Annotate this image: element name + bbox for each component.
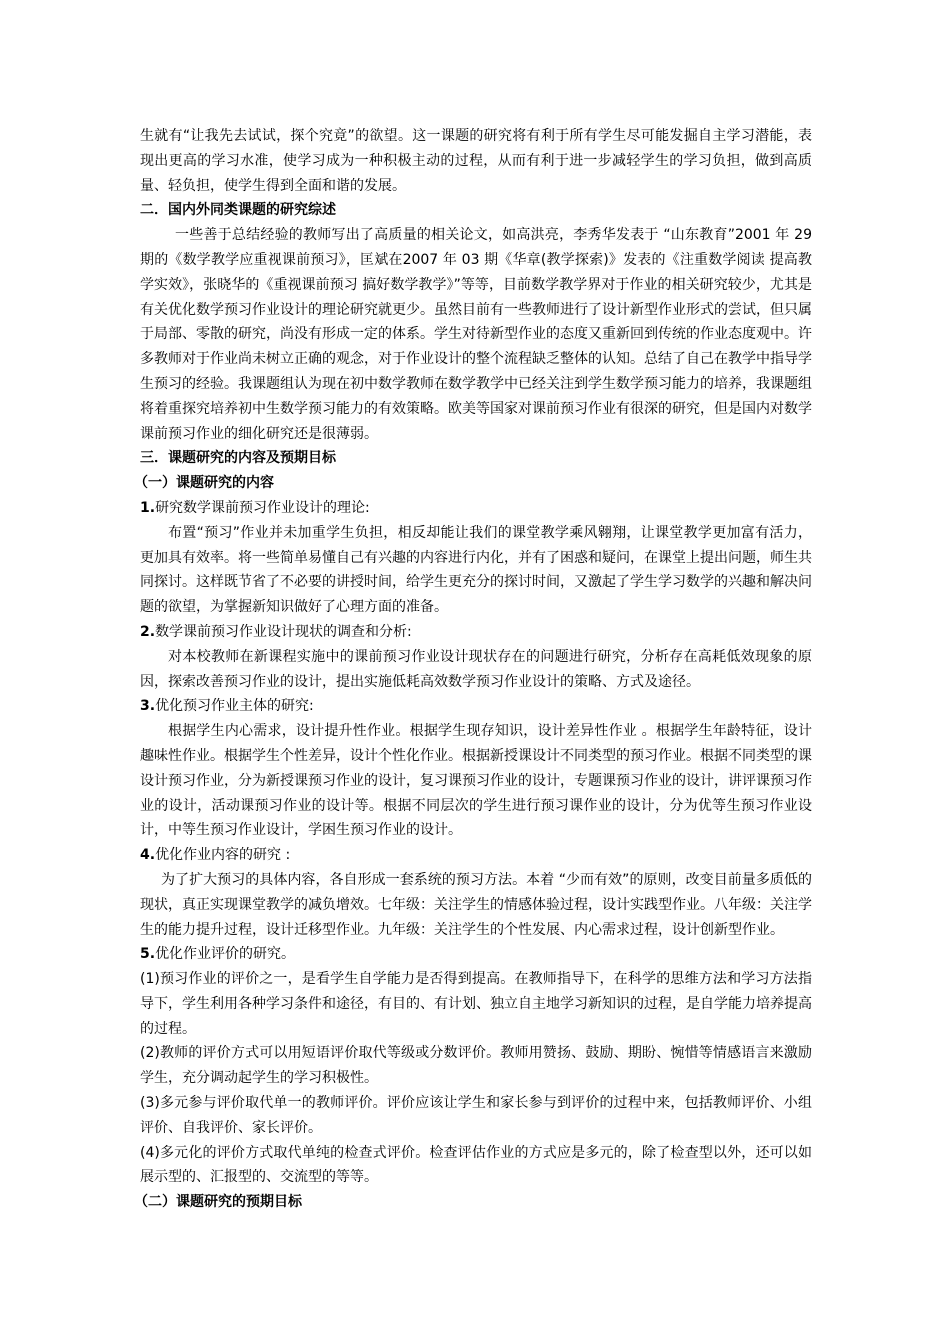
item-3-title (140, 694, 812, 719)
item-3-body: 根据学生内心需求，设计提升性作业。根据学生现存知识，设计差异性作业 。根据学生年龄特征，设计趣味性作业。根据学生个性差异，设计个性化作业。根据新授课设计不同类型的预习作业。根据不同类型的课设计预习作业，分为新授课预习作业的设计，复习课预习作业的设计，专题课预习作业的设计，讲评课预习作业的设计，活动课预习作业的设计等。根据不同层次的学生进行预习课作业的设计，分为优等生预习作业设计，中等生预习作业设计，学困生预习作业的设计。 (140, 723, 812, 839)
item-4-number: 4. (140, 847, 156, 864)
item-3-number: 3. (140, 698, 156, 715)
intro-paragraph: 生就有“让我先去试试，探个究竟”的欲望。这一课题的研究将有利于所有学生尽可能发掘自主学习潜能，表现出更高的学习水准，使学习成为一种积极主动的过程，从而有利于进一步减轻学生的学习负担，做到高质量、轻负担，使学生得到全面和谐的发展。 (140, 128, 812, 194)
section-3-part-1-heading: （一）课题研究的内容 (134, 475, 274, 492)
item-2-number: 2. (140, 623, 156, 640)
item-2-title-text: 数学课前预习作业设计现状的调查和分析: (155, 623, 412, 640)
eval-item-3: (3)多元参与评价取代单一的教师评价。评价应该让学生和家长参与到评价的过程中来，包括教师评价、小组评价、自我评价、家长评价。 (140, 1095, 812, 1136)
eval-item-4: (4)多元化的评价方式取代单纯的检查式评价。检查评估作业的方式应是多元的，除了检查型以外，还可以如展示型的、汇报型的、交流型的等等。 (140, 1144, 812, 1186)
section-3-heading: 三．课题研究的内容及预期目标 (140, 450, 336, 467)
item-4-title (140, 843, 812, 868)
item-4-title-text: 优化作业内容的研究 : (155, 847, 291, 864)
item-2-title (140, 620, 812, 645)
item-3-title-text: 优化预习作业主体的研究: (155, 698, 314, 715)
eval-item-2: (2)教师的评价方式可以用短语评价取代等级或分数评价。教师用赞扬、鼓励、期盼、惋惜等情感语言来激励学生，充分调动起学生的学习积极性。 (140, 1045, 812, 1087)
item-5-title (140, 942, 812, 967)
section-2-heading: 二．国内外同类课题的研究综述 (140, 202, 336, 219)
document-page (134, 124, 812, 1215)
item-4-body: 为了扩大预习的具体内容，各自形成一套系统的预习方法。本着 “少而有效”的原则，改变目前量多质低的现状，真正实现课堂教学的减负增效。七年级：关注学生的情感体验过程，设计实践型作业。八年级：关注学生的能力提升过程，设计迁移型作业。九年级：关注学生的个性发展、内心需求过程，设计创新型作业。 (140, 871, 812, 938)
section-2-body: 一些善于总结经验的教师写出了高质量的相关论文，如高洪亮，李秀华发表于 “山东教育”2001 年 29 期的《数学教学应重视课前预习》，匡斌在2007 年 03 期《华章(教学探索)》发表的《注重数学阅读 提高教学实效》，张晓华的《重视课前预习 搞好数学教学》”等等，目前数学教学界对于作业的相关研究较少，尤其是有关优化数学预习作业设计的理论研究就更少。虽然目前有一些教师进行了设计新型作业形式的尝试，但只属于局部、零散的研究，尚没有形成一定的体系。学生对待新型作业的态度又重新回到传统的作业态度观中。许多教师对于作业尚未树立正确的观念，对于作业设计的整个流程缺乏整体的认知。总结了自己在教学中指导学生预习的经验。我课题组认为现在初中数学教师在数学教学中已经关注到学生数学预习能力的培养，我课题组将着重探究培养初中生数学预习能力的有效策略。欧美等国家对课前预习作业有很深的研究，但是国内对数学课前预习作业的细化研究还是很薄弱。 (140, 227, 812, 442)
item-2-body: 对本校教师在新课程实施中的课前预习作业设计现状存在的问题进行研究，分析存在高耗低效现象的原因，探索改善预习作业的设计，提出实施低耗高效数学预习作业设计的策略、方式及途径。 (140, 648, 812, 690)
item-5-title-text: 优化作业评价的研究。 (155, 946, 296, 963)
eval-item-1: (1)预习作业的评价之一，是看学生自学能力是否得到提高。在教师指导下，在科学的思维方法和学习方法指导下，学生利用各种学习条件和途径，有目的、有计划、独立自主地学习新知识的过程，是自学能力培养提高的过程。 (140, 971, 812, 1037)
item-1-body: 布置“预习”作业并未加重学生负担，相反却能让我们的课堂教学乘风翱翔，让课堂教学更加富有活力，更加具有效率。将一些简单易懂自己有兴趣的内容进行内化，并有了困惑和疑问，在课堂上提出问题，师生共同探讨。这样既节省了不必要的讲授时间，给学生更充分的探讨时间，又激起了学生学习数学的兴趣和解决问题的欲望，为掌握新知识做好了心理方面的准备。 (140, 524, 812, 616)
item-1-title (140, 496, 812, 521)
item-5-number: 5. (140, 946, 156, 963)
item-1-title-text: 研究数学课前预习作业设计的理论: (155, 499, 370, 516)
item-1-number: 1. (140, 499, 156, 516)
section-3-part-2-heading: （二）课题研究的预期目标 (134, 1194, 302, 1211)
